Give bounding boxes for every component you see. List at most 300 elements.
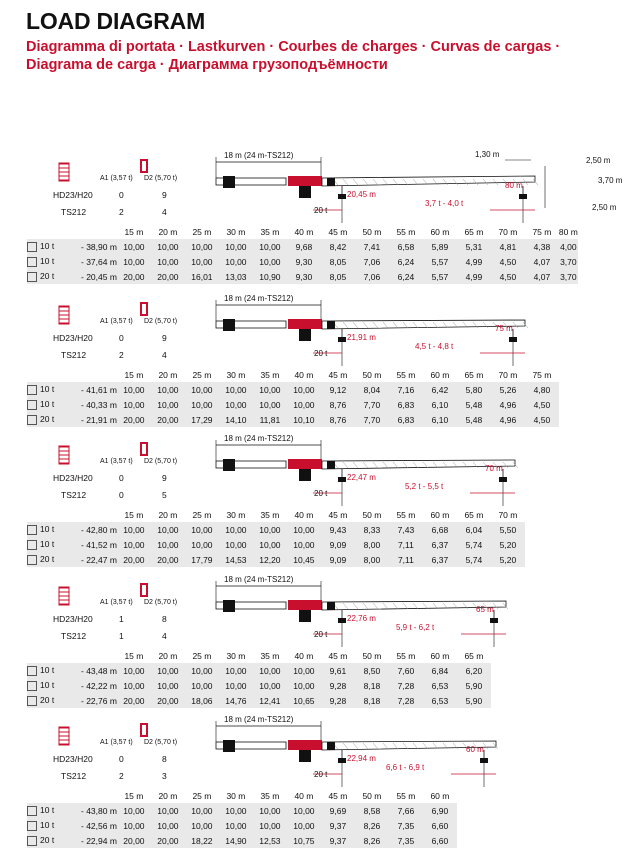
row-label xyxy=(27,412,81,427)
config-row-a1: 0 xyxy=(119,190,124,200)
load-value: 14,10 xyxy=(219,412,253,427)
config-head-d: D2 (5,70 t) xyxy=(144,318,178,325)
total-reach: 80 m xyxy=(505,181,523,190)
load-value: 10,00 xyxy=(219,239,253,254)
load-value: 6,60 xyxy=(423,833,457,848)
ballast-block-icon xyxy=(139,158,149,174)
load-value: 9,28 xyxy=(321,693,355,708)
config-row-d2: 5 xyxy=(162,490,167,500)
row-label xyxy=(27,522,81,537)
load-value: 6,24 xyxy=(389,254,423,269)
row-reach: - 22,76 m xyxy=(81,693,117,708)
load-value: 10,00 xyxy=(185,663,219,678)
config-row-label: TS212 xyxy=(61,771,87,781)
load-value: 10,90 xyxy=(253,269,287,284)
config-row-d2: 8 xyxy=(162,614,167,624)
load-value: 7,66 xyxy=(389,803,423,818)
max-load-label: 20 t xyxy=(314,770,328,779)
config-head-d: D2 (5,70 t) xyxy=(144,739,178,746)
load-value: 10,00 xyxy=(185,803,219,818)
radius-header: 45 m xyxy=(328,650,348,661)
load-value: 4,99 xyxy=(457,269,491,284)
radius-header: 45 m xyxy=(328,226,348,237)
row-label xyxy=(27,254,81,269)
load-value: 9,68 xyxy=(287,239,321,254)
load-value xyxy=(491,678,525,693)
max-load-reach: 20,45 m xyxy=(347,190,376,199)
load-value xyxy=(525,522,559,537)
row-reach: - 38,90 m xyxy=(81,239,117,254)
load-value: 10,00 xyxy=(185,818,219,833)
row-label xyxy=(27,693,81,708)
load-value: 10,00 xyxy=(253,397,287,412)
row-label xyxy=(27,818,81,833)
max-load-label: 20 t xyxy=(314,630,328,639)
tip-load-range: 4,5 t - 4,8 t xyxy=(415,342,454,351)
radius-header: 15 m xyxy=(124,509,144,520)
load-value: 10,00 xyxy=(253,803,287,818)
radius-header: 75 m xyxy=(532,369,552,380)
height-dimension-2: 3,70 m xyxy=(598,176,623,185)
load-value: 8,05 xyxy=(321,269,355,284)
load-value: 9,37 xyxy=(321,818,355,833)
radius-header: 55 m xyxy=(396,790,416,801)
load-value: 10,00 xyxy=(185,397,219,412)
radius-header: 35 m xyxy=(260,509,280,520)
row-label xyxy=(27,382,81,397)
hook-icon xyxy=(27,555,37,565)
config-head-a: A1 (3,57 t) xyxy=(100,599,133,606)
radius-header: 25 m xyxy=(192,509,212,520)
radius-header: 50 m xyxy=(362,650,382,661)
load-value: 6,83 xyxy=(389,412,423,427)
row-reach: - 21,91 m xyxy=(81,412,117,427)
tip-load-range: 6,6 t - 6,9 t xyxy=(386,763,425,772)
load-value: 7,11 xyxy=(389,537,423,552)
radius-header: 20 m xyxy=(158,790,178,801)
load-value: 5,31 xyxy=(457,239,491,254)
row-reach: - 22,94 m xyxy=(81,833,117,848)
load-value xyxy=(491,818,525,833)
row-reach: - 42,56 m xyxy=(81,818,117,833)
radius-header xyxy=(491,788,525,803)
config-row-d2: 4 xyxy=(162,207,167,217)
load-value: 4,38 xyxy=(525,239,559,254)
hook-icon xyxy=(27,525,37,535)
load-value: 8,00 xyxy=(355,537,389,552)
load-value: 4,96 xyxy=(491,397,525,412)
radius-header: 15 m xyxy=(124,790,144,801)
height-dimension-3: 2,50 m xyxy=(592,203,617,212)
load-value: 20,00 xyxy=(151,693,185,708)
radius-header: 60 m xyxy=(430,509,450,520)
load-value xyxy=(525,818,559,833)
crane-config-icon xyxy=(57,726,71,746)
load-value: 5,89 xyxy=(423,239,457,254)
load-section xyxy=(0,712,630,846)
radius-header: 60 m xyxy=(430,650,450,661)
load-value: 6,68 xyxy=(423,522,457,537)
load-value: 7,60 xyxy=(389,663,423,678)
load-value: 4,50 xyxy=(491,254,525,269)
header-blank xyxy=(81,788,117,803)
radius-header: 50 m xyxy=(362,509,382,520)
page-subtitle-line1: Diagramma di portata · Lastkurven · Courbes de charges · Curvas de cargas · xyxy=(26,39,561,55)
load-value: 5,90 xyxy=(457,693,491,708)
load-value: 10,00 xyxy=(287,522,321,537)
load-value: 4,99 xyxy=(457,254,491,269)
table-row xyxy=(27,382,559,397)
radius-header: 40 m xyxy=(294,369,314,380)
load-value: 10,00 xyxy=(253,382,287,397)
config-head-a: A1 (3,57 t) xyxy=(100,458,133,465)
height-dimension-1: 2,50 m xyxy=(586,156,611,165)
load-value: 10,00 xyxy=(117,537,151,552)
load-value xyxy=(457,803,491,818)
load-value: 10,00 xyxy=(151,663,185,678)
load-value: 8,76 xyxy=(321,412,355,427)
table-row xyxy=(27,803,559,818)
radius-header: 30 m xyxy=(226,509,246,520)
load-value xyxy=(491,803,525,818)
row-label xyxy=(27,239,81,254)
load-value: 20,00 xyxy=(117,269,151,284)
total-reach: 60 m xyxy=(466,745,484,754)
row-label-text: 20 t xyxy=(40,414,55,425)
load-value: 10,00 xyxy=(185,382,219,397)
load-value: 5,74 xyxy=(457,552,491,567)
config-row-a1: 0 xyxy=(119,473,124,483)
max-load-reach: 22,94 m xyxy=(347,754,376,763)
load-value: 8,26 xyxy=(355,833,389,848)
load-value xyxy=(525,537,559,552)
load-value: 20,00 xyxy=(117,412,151,427)
load-value xyxy=(525,663,559,678)
crane-config-icon xyxy=(57,445,71,465)
load-value: 10,00 xyxy=(151,537,185,552)
load-value: 10,00 xyxy=(287,678,321,693)
total-reach: 65 m xyxy=(476,605,494,614)
load-section xyxy=(0,148,630,282)
load-value: 4,07 xyxy=(525,269,559,284)
table-row xyxy=(27,678,559,693)
load-value: 10,00 xyxy=(219,803,253,818)
config-row-d2: 3 xyxy=(162,771,167,781)
config-row-d2: 9 xyxy=(162,473,167,483)
radius-header: 30 m xyxy=(226,650,246,661)
radius-header: 30 m xyxy=(226,790,246,801)
load-value: 10,00 xyxy=(117,239,151,254)
load-value: 6,90 xyxy=(423,803,457,818)
radius-header: 45 m xyxy=(328,369,348,380)
load-value: 7,70 xyxy=(355,412,389,427)
load-value: 10,00 xyxy=(253,522,287,537)
radius-header: 70 m xyxy=(498,226,518,237)
load-value: 8,58 xyxy=(355,803,389,818)
row-reach: - 22,47 m xyxy=(81,552,117,567)
radius-header: 35 m xyxy=(260,790,280,801)
row-label xyxy=(27,552,81,567)
radius-header: 70 m xyxy=(498,509,518,520)
load-value: 10,00 xyxy=(151,818,185,833)
radius-header: 40 m xyxy=(294,650,314,661)
load-value: 9,69 xyxy=(321,803,355,818)
radius-header: 15 m xyxy=(124,650,144,661)
row-reach: - 43,80 m xyxy=(81,803,117,818)
load-value: 7,16 xyxy=(389,382,423,397)
row-label-text: 10 t xyxy=(40,399,55,410)
hook-icon xyxy=(27,415,37,425)
radius-header: 30 m xyxy=(226,369,246,380)
load-value: 10,00 xyxy=(185,522,219,537)
load-value: 9,61 xyxy=(321,663,355,678)
config-head-a: A1 (3,57 t) xyxy=(100,739,133,746)
radius-header: 65 m xyxy=(464,650,484,661)
load-value: 5,48 xyxy=(457,397,491,412)
config-row-a1: 1 xyxy=(119,631,124,641)
load-value: 10,00 xyxy=(253,537,287,552)
load-value xyxy=(457,818,491,833)
load-value: 6,60 xyxy=(423,818,457,833)
radius-header: 20 m xyxy=(158,226,178,237)
load-value xyxy=(525,552,559,567)
load-value: 10,00 xyxy=(185,254,219,269)
load-section xyxy=(0,291,630,425)
load-value: 10,00 xyxy=(151,382,185,397)
load-value: 6,58 xyxy=(389,239,423,254)
load-value: 20,00 xyxy=(117,552,151,567)
load-section xyxy=(0,572,630,706)
load-value xyxy=(525,678,559,693)
load-value: 6,04 xyxy=(457,522,491,537)
radius-header: 55 m xyxy=(396,650,416,661)
load-value: 17,79 xyxy=(185,552,219,567)
config-head-d: D2 (5,70 t) xyxy=(144,599,178,606)
radius-header: 60 m xyxy=(430,226,450,237)
load-value: 4,96 xyxy=(491,412,525,427)
load-value xyxy=(525,833,559,848)
max-load-reach: 22,76 m xyxy=(347,614,376,623)
load-value: 20,00 xyxy=(151,269,185,284)
load-value: 14,90 xyxy=(219,833,253,848)
config-row-a1: 0 xyxy=(119,333,124,343)
table-row xyxy=(27,693,559,708)
load-value: 6,37 xyxy=(423,537,457,552)
table-row xyxy=(27,269,578,284)
row-label-text: 20 t xyxy=(40,695,55,706)
load-value: 17,29 xyxy=(185,412,219,427)
load-table xyxy=(27,367,559,427)
config-row-a1: 2 xyxy=(119,207,124,217)
config-row-label: TS212 xyxy=(61,631,87,641)
config-row-d2: 4 xyxy=(162,350,167,360)
header-blank xyxy=(27,507,81,522)
radius-header: 25 m xyxy=(192,790,212,801)
table-row xyxy=(27,239,578,254)
header-blank xyxy=(81,367,117,382)
row-label-text: 10 t xyxy=(40,680,55,691)
load-value: 10,00 xyxy=(117,522,151,537)
load-value: 10,00 xyxy=(219,818,253,833)
radius-header: 30 m xyxy=(226,226,246,237)
max-load-label: 20 t xyxy=(314,349,328,358)
load-value xyxy=(491,663,525,678)
radius-header: 65 m xyxy=(464,509,484,520)
radius-header: 15 m xyxy=(124,369,144,380)
load-value: 4,50 xyxy=(525,412,559,427)
hook-icon xyxy=(27,696,37,706)
load-value: 8,00 xyxy=(355,552,389,567)
row-label-text: 20 t xyxy=(40,271,55,282)
load-value: 20,00 xyxy=(151,552,185,567)
jib-tip-dimension: 1,30 m xyxy=(475,150,500,159)
load-value: 10,00 xyxy=(287,382,321,397)
radius-header: 35 m xyxy=(260,369,280,380)
table-row xyxy=(27,663,559,678)
load-value: 8,26 xyxy=(355,818,389,833)
load-value: 10,00 xyxy=(287,397,321,412)
row-label-text: 10 t xyxy=(40,524,55,535)
load-table xyxy=(27,788,559,848)
config-row-label: HD23/H20 xyxy=(53,614,93,624)
row-label-text: 10 t xyxy=(40,384,55,395)
load-value xyxy=(525,693,559,708)
load-value: 20,00 xyxy=(151,412,185,427)
load-value: 8,76 xyxy=(321,397,355,412)
load-value: 4,80 xyxy=(525,382,559,397)
load-value: 10,00 xyxy=(117,663,151,678)
load-value: 10,00 xyxy=(151,239,185,254)
radius-header: 40 m xyxy=(294,226,314,237)
config-row-a1: 1 xyxy=(119,614,124,624)
load-value: 6,10 xyxy=(423,412,457,427)
load-value: 16,01 xyxy=(185,269,219,284)
header-blank xyxy=(27,367,81,382)
radius-header: 55 m xyxy=(396,369,416,380)
radius-header: 60 m xyxy=(430,790,450,801)
radius-header: 35 m xyxy=(260,650,280,661)
hook-icon xyxy=(27,272,37,282)
load-value: 4,50 xyxy=(525,397,559,412)
load-value: 10,65 xyxy=(287,693,321,708)
header-blank xyxy=(81,648,117,663)
load-value: 11,81 xyxy=(253,412,287,427)
load-table xyxy=(27,224,578,284)
load-value: 12,20 xyxy=(253,552,287,567)
load-value: 6,53 xyxy=(423,678,457,693)
ballast-block-icon xyxy=(139,441,149,457)
load-value: 10,00 xyxy=(117,382,151,397)
config-row-a1: 2 xyxy=(119,771,124,781)
max-load-label: 20 t xyxy=(314,206,328,215)
load-value: 5,48 xyxy=(457,412,491,427)
load-value: 6,84 xyxy=(423,663,457,678)
radius-header: 80 m xyxy=(558,226,578,237)
load-value: 7,43 xyxy=(389,522,423,537)
load-value: 12,41 xyxy=(253,693,287,708)
radius-header: 35 m xyxy=(260,226,280,237)
hook-icon xyxy=(27,385,37,395)
load-value: 5,80 xyxy=(457,382,491,397)
load-value: 6,83 xyxy=(389,397,423,412)
radius-header-row xyxy=(27,648,559,663)
load-value: 5,74 xyxy=(457,537,491,552)
row-reach: - 42,80 m xyxy=(81,522,117,537)
load-value: 5,57 xyxy=(423,254,457,269)
load-value: 10,00 xyxy=(219,678,253,693)
load-value: 20,00 xyxy=(151,833,185,848)
radius-header: 15 m xyxy=(124,226,144,237)
radius-header: 45 m xyxy=(328,509,348,520)
load-value: 7,28 xyxy=(389,678,423,693)
config-row-label: HD23/H20 xyxy=(53,473,93,483)
tip-load-range: 3,7 t - 4,0 t xyxy=(425,199,464,208)
load-value: 9,28 xyxy=(321,678,355,693)
load-value: 20,00 xyxy=(117,833,151,848)
row-label xyxy=(27,803,81,818)
radius-header xyxy=(525,648,559,663)
radius-header-row xyxy=(27,367,559,382)
load-value: 5,50 xyxy=(491,522,525,537)
row-reach: - 43,48 m xyxy=(81,663,117,678)
tip-load-range: 5,2 t - 5,5 t xyxy=(405,482,444,491)
radius-header: 40 m xyxy=(294,790,314,801)
row-label-text: 10 t xyxy=(40,665,55,676)
table-row xyxy=(27,522,559,537)
hook-icon xyxy=(27,836,37,846)
crane-config-icon xyxy=(57,162,71,182)
load-value: 8,04 xyxy=(355,382,389,397)
config-row-d2: 4 xyxy=(162,631,167,641)
load-value: 3,70 xyxy=(559,254,578,269)
load-value: 7,35 xyxy=(389,833,423,848)
radius-header: 25 m xyxy=(192,650,212,661)
load-value: 9,30 xyxy=(287,254,321,269)
row-label-text: 10 t xyxy=(40,805,55,816)
load-value: 10,45 xyxy=(287,552,321,567)
load-value: 10,00 xyxy=(287,537,321,552)
max-load-label: 20 t xyxy=(314,489,328,498)
table-row xyxy=(27,552,559,567)
table-row xyxy=(27,412,559,427)
load-table xyxy=(27,507,559,567)
config-head-d: D2 (5,70 t) xyxy=(144,458,178,465)
load-value: 10,00 xyxy=(287,803,321,818)
load-value: 8,18 xyxy=(355,678,389,693)
load-value: 7,28 xyxy=(389,693,423,708)
row-label xyxy=(27,663,81,678)
load-value: 14,76 xyxy=(219,693,253,708)
load-value: 6,37 xyxy=(423,552,457,567)
load-value: 6,20 xyxy=(457,663,491,678)
load-value: 10,00 xyxy=(185,678,219,693)
load-value: 10,00 xyxy=(253,663,287,678)
load-value: 10,00 xyxy=(151,254,185,269)
radius-header xyxy=(491,648,525,663)
load-value: 5,57 xyxy=(423,269,457,284)
load-table xyxy=(27,648,559,708)
hook-icon xyxy=(27,242,37,252)
max-load-reach: 22,47 m xyxy=(347,473,376,482)
row-label-text: 10 t xyxy=(40,256,55,267)
load-value: 8,05 xyxy=(321,254,355,269)
radius-header: 40 m xyxy=(294,509,314,520)
jib-length-label: 18 m (24 m-TS212) xyxy=(224,715,294,724)
load-value: 9,43 xyxy=(321,522,355,537)
load-value: 10,00 xyxy=(287,818,321,833)
load-value: 4,81 xyxy=(491,239,525,254)
radius-header: 65 m xyxy=(464,226,484,237)
